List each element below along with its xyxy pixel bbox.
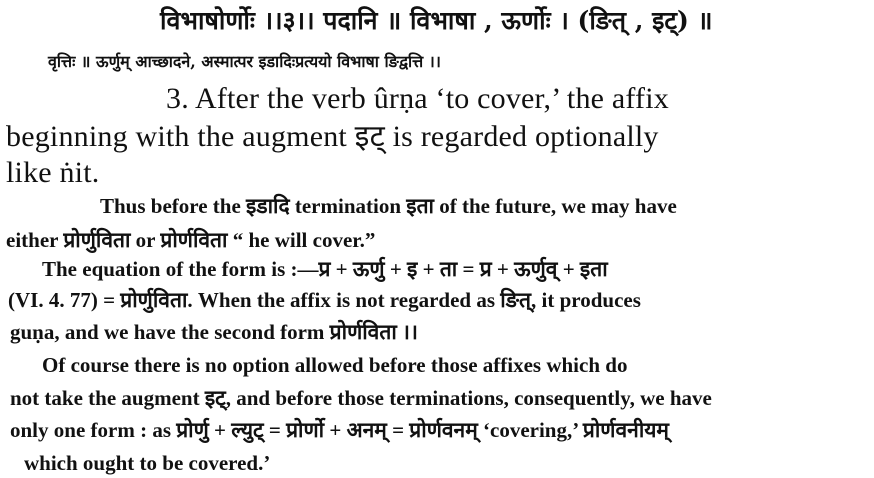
commentary-line-5: guṇa, and we have the second form प्रोर्णविता ।। — [10, 320, 418, 344]
translation-line-2: beginning with the augment इट् is regarded optionally — [6, 120, 659, 153]
commentary-line-8: only one form : as प्रोर्णु + ल्युट् = प्रोर्णो + अनम् = प्रोर्णवनम् ‘covering,’ प्रोर्णवनीयम् — [10, 418, 669, 442]
commentary-line-9: which ought to be covered.’ — [24, 451, 271, 475]
commentary-line-3: The equation of the form is :—प्र + ऊर्णु + इ + ता = प्र + ऊर्णुव् + इता — [42, 257, 608, 281]
commentary-line-7: not take the augment इट्, and before those terminations, consequently, we have — [10, 386, 712, 410]
commentary-line-4: (VI. 4. 77) = प्रोर्णुविता. When the affix is not regarded as ङित्, it produces — [8, 288, 641, 312]
sutra-heading: विभाषोर्णोः ।।३।। पदानि ॥ विभाषा , ऊर्णोः । (ङित् , इट्) ॥ — [160, 6, 713, 35]
translation-line-1: 3. After the verb ûrṇa ‘to cover,’ the affix — [166, 82, 669, 115]
vritti-commentary: वृत्तिः ॥ ऊर्णुम् आच्छादने, अस्मात्पर इडादिःप्रत्ययो विभाषा ङिद्वत्ति ।। — [48, 52, 441, 71]
commentary-line-2: either प्रोर्णुविता or प्रोर्णविता “ he will cover.” — [6, 228, 376, 252]
commentary-line-6: Of course there is no option allowed before those affixes which do — [42, 353, 628, 377]
translation-line-3: like ṅit. — [6, 156, 100, 189]
commentary-line-1: Thus before the इडादि termination इता of the future, we may have — [100, 194, 677, 218]
